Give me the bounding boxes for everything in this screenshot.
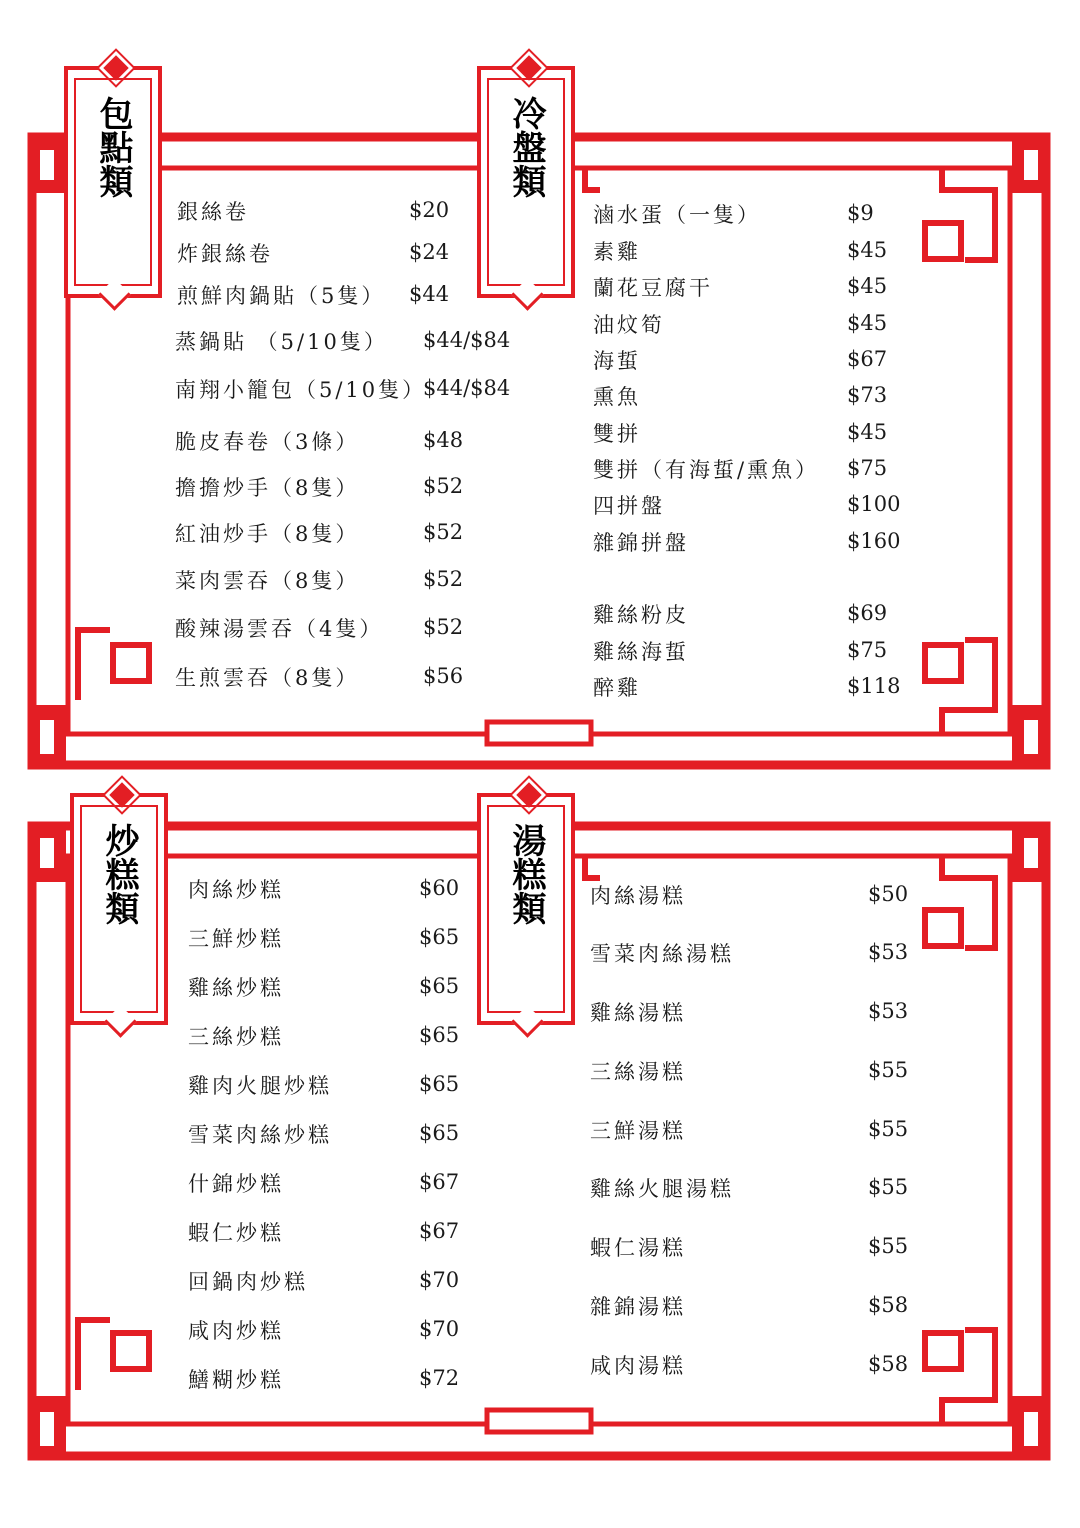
- menu-item-price: $9: [847, 201, 874, 225]
- menu-item-name: 雞絲粉皮: [593, 603, 689, 627]
- section-title-text: 湯糕類: [506, 823, 546, 925]
- menu-item-name: 素雞: [593, 240, 641, 264]
- menu-item-name: 咸肉炒糕: [188, 1319, 284, 1343]
- menu-item-price: $70: [419, 1268, 460, 1292]
- menu-item-price: $69: [847, 601, 888, 625]
- menu-item-price: $73: [847, 383, 888, 407]
- menu-item-price: $45: [847, 311, 888, 335]
- menu-item-name: 蝦仁湯糕: [590, 1236, 686, 1260]
- menu-item-name: 熏魚: [593, 385, 641, 409]
- menu-item-name: 肉絲炒糕: [188, 878, 284, 902]
- menu-item-name: 雪菜肉絲炒糕: [188, 1123, 332, 1147]
- menu-item-name: 雞絲湯糕: [590, 1001, 686, 1025]
- menu-item-name: 雜錦湯糕: [590, 1295, 686, 1319]
- menu-item-name: 蝦仁炒糕: [188, 1221, 284, 1245]
- section-title-text: 炒糕類: [99, 823, 139, 925]
- menu-item-name: 雞絲海蜇: [593, 640, 689, 664]
- menu-item-price: $52: [423, 520, 464, 544]
- menu-item-price: $52: [423, 567, 464, 591]
- menu-item-price: $44/$84: [423, 376, 511, 400]
- menu-item-name: 滷水蛋（一隻）: [593, 203, 761, 227]
- menu-item-name: 雙拼: [593, 422, 641, 446]
- menu-item-name: 蘭花豆腐干: [593, 276, 713, 300]
- menu-item-price: $65: [419, 1121, 460, 1145]
- menu-item-price: $118: [847, 674, 901, 698]
- menu-item-price: $48: [423, 428, 464, 452]
- menu-item-price: $67: [847, 347, 888, 371]
- menu-item-name: 煎鮮肉鍋貼（5隻）: [177, 284, 386, 308]
- menu-item-name: 脆皮春卷（3條）: [175, 430, 360, 454]
- menu-item-name: 擔擔炒手（8隻）: [175, 476, 360, 500]
- menu-item-name: 銀絲卷: [177, 200, 249, 224]
- section-title-text: 包點類: [93, 96, 133, 198]
- menu-item-price: $58: [868, 1352, 909, 1376]
- menu-item-price: $53: [868, 999, 909, 1023]
- menu-item-price: $45: [847, 274, 888, 298]
- menu-item-name: 油炆筍: [593, 313, 665, 337]
- menu-item-name: 什錦炒糕: [188, 1172, 284, 1196]
- menu-panel-bottom: [0, 780, 1080, 1528]
- menu-item-price: $55: [868, 1234, 909, 1258]
- menu-item-name: 雜錦拼盤: [593, 531, 689, 555]
- menu-item-price: $44/$84: [423, 328, 511, 352]
- menu-item-price: $45: [847, 238, 888, 262]
- menu-item-price: $100: [847, 492, 901, 516]
- menu-item-name: 南翔小籠包（5/10隻）: [175, 378, 427, 402]
- menu-item-name: 三絲炒糕: [188, 1025, 284, 1049]
- menu-item-price: $44: [409, 282, 450, 306]
- menu-item-name: 菜肉雲吞（8隻）: [175, 569, 360, 593]
- section-title: [481, 823, 571, 925]
- menu-item-name: 鱔糊炒糕: [188, 1368, 284, 1392]
- menu-item-name: 酸辣湯雲吞（4隻）: [175, 617, 384, 641]
- menu-item-price: $58: [868, 1293, 909, 1317]
- section-banner-dim-sum: [64, 66, 162, 298]
- section-banner-soup-rice-cakes: [477, 793, 575, 1025]
- menu-item-name: 雞絲炒糕: [188, 976, 284, 1000]
- menu-item-price: $53: [868, 940, 909, 964]
- menu-item-name: 四拼盤: [593, 494, 665, 518]
- menu-item-name: 回鍋肉炒糕: [188, 1270, 308, 1294]
- menu-item-name: 雞絲火腿湯糕: [590, 1177, 734, 1201]
- menu-item-price: $24: [409, 240, 450, 264]
- menu-item-price: $65: [419, 974, 460, 998]
- menu-item-price: $72: [419, 1366, 460, 1390]
- menu-item-price: $65: [419, 925, 460, 949]
- menu-item-price: $20: [409, 198, 450, 222]
- menu-item-price: $75: [847, 638, 888, 662]
- menu-item-price: $67: [419, 1219, 460, 1243]
- menu-item-name: 三絲湯糕: [590, 1060, 686, 1084]
- menu-item-name: 雪菜肉絲湯糕: [590, 942, 734, 966]
- menu-item-price: $55: [868, 1058, 909, 1082]
- section-title: [74, 823, 164, 925]
- menu-item-name: 三鮮湯糕: [590, 1119, 686, 1143]
- menu-item-price: $75: [847, 456, 888, 480]
- menu-item-name: 蒸鍋貼 （5/10隻）: [175, 330, 388, 354]
- menu-item-price: $56: [423, 664, 464, 688]
- menu-item-price: $52: [423, 615, 464, 639]
- menu-item-name: 雙拼（有海蜇/熏魚）: [593, 458, 820, 482]
- menu-item-name: 海蜇: [593, 349, 641, 373]
- menu-item-price: $55: [868, 1117, 909, 1141]
- menu-item-price: $160: [847, 529, 901, 553]
- menu-item-name: 炸銀絲卷: [177, 242, 273, 266]
- menu-item-name: 醉雞: [593, 676, 641, 700]
- menu-item-price: $65: [419, 1023, 460, 1047]
- section-banner-fried-rice-cakes: [70, 793, 168, 1025]
- menu-item-name: 紅油炒手（8隻）: [175, 522, 360, 546]
- menu-item-name: 生煎雲吞（8隻）: [175, 666, 360, 690]
- menu-item-price: $60: [419, 876, 460, 900]
- section-title-text: 冷盤類: [506, 96, 546, 198]
- menu-item-name: 肉絲湯糕: [590, 884, 686, 908]
- section-title: [68, 96, 158, 198]
- menu-item-name: 三鮮炒糕: [188, 927, 284, 951]
- menu-item-name: 咸肉湯糕: [590, 1354, 686, 1378]
- menu-item-price: $67: [419, 1170, 460, 1194]
- menu-item-name: 雞肉火腿炒糕: [188, 1074, 332, 1098]
- menu-item-price: $65: [419, 1072, 460, 1096]
- menu-item-price: $70: [419, 1317, 460, 1341]
- section-title: [481, 96, 571, 198]
- section-banner-cold-dishes: [477, 66, 575, 298]
- menu-item-price: $45: [847, 420, 888, 444]
- menu-item-price: $52: [423, 474, 464, 498]
- menu-item-price: $50: [868, 882, 909, 906]
- menu-item-price: $55: [868, 1175, 909, 1199]
